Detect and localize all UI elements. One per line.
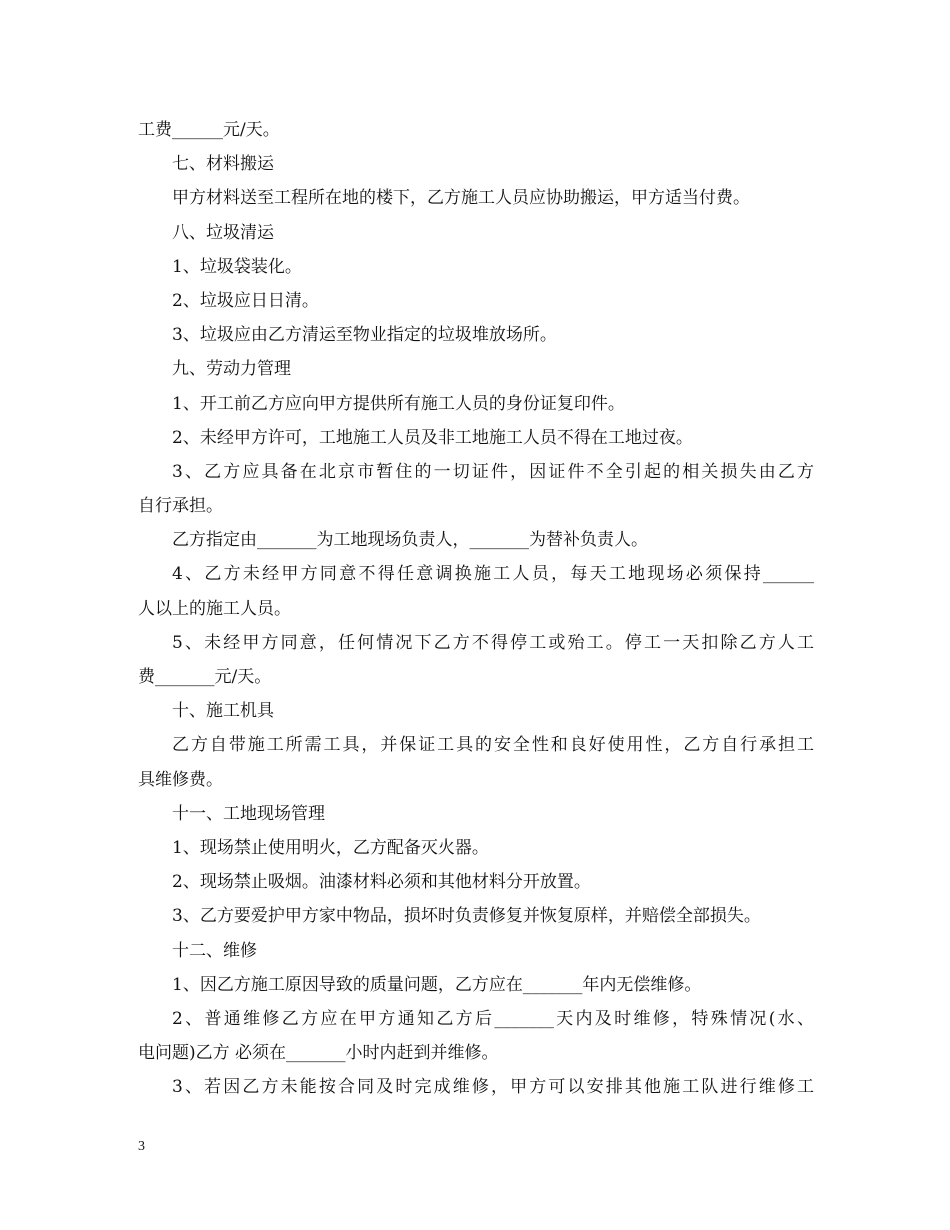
list-item: 1、开工前乙方应向甲方提供所有施工人员的身份证复印件。 (172, 393, 625, 414)
document-body (138, 113, 814, 1104)
section-heading-site-management: 十一、工地现场管理 (172, 803, 325, 824)
list-item: 2、垃圾应日日清。 (172, 290, 319, 311)
text-line: 费_______元/天。 (138, 667, 272, 687)
list-item: 3、乙方应具备在北京市暂住的一切证件，因证件不全引起的相关损失由乙方 (172, 461, 814, 482)
section-heading-materials: 七、材料搬运 (172, 154, 274, 175)
list-item: 3、乙方要爱护甲方家中物品，损坏时负责修复并恢复原样，并赔偿全部损失。 (172, 906, 761, 927)
page-number: 3 (138, 1139, 145, 1154)
list-item: 2、普通维修乙方应在甲方通知乙方后_______天内及时维修，特殊情况(水、 (172, 1008, 814, 1029)
list-item: 3、垃圾应由乙方清运至物业指定的垃圾堆放场所。 (172, 325, 557, 346)
text-line: 乙方自带施工所需工具，并保证工具的安全性和良好使用性，乙方自行承担工 (172, 735, 814, 756)
list-item: 3、若因乙方未能按合同及时完成维修，甲方可以安排其他施工队进行维修工 (172, 1077, 814, 1098)
section-heading-tools: 十、施工机具 (172, 701, 274, 722)
list-item: 1、现场禁止使用明火，乙方配备灭火器。 (172, 837, 489, 858)
list-item: 5、未经甲方同意，任何情况下乙方不得停工或殆工。停工一天扣除乙方人工 (172, 632, 814, 653)
section-heading-maintenance: 十二、维修 (172, 940, 257, 961)
text-line: 自行承担。 (138, 496, 223, 517)
text-line: 工费______元/天。 (138, 120, 280, 140)
list-item: 1、因乙方施工原因导致的质量问题，乙方应在_______年内无偿维修。 (172, 974, 702, 995)
text-line: 人以上的施工人员。 (138, 598, 291, 619)
text-line: 乙方指定由_______为工地现场负责人，_______为替补负责人。 (172, 530, 648, 551)
text-line: 具维修费。 (138, 769, 223, 790)
section-heading-labor: 九、劳动力管理 (172, 359, 291, 380)
section-heading-garbage: 八、垃圾清运 (172, 222, 274, 243)
list-item: 4、乙方未经甲方同意不得任意调换施工人员，每天工地现场必须保持______ (172, 564, 814, 585)
list-item: 1、垃圾袋装化。 (172, 256, 302, 277)
list-item: 2、现场禁止吸烟。油漆材料必须和其他材料分开放置。 (172, 872, 591, 893)
text-line: 甲方材料送至工程所在地的楼下，乙方施工人员应协助搬运，甲方适当付费。 (172, 188, 750, 209)
list-item: 2、未经甲方许可，工地施工人员及非工地施工人员不得在工地过夜。 (172, 427, 693, 448)
text-line: 电问题)乙方 必须在_______小时内赶到并维修。 (138, 1043, 499, 1064)
